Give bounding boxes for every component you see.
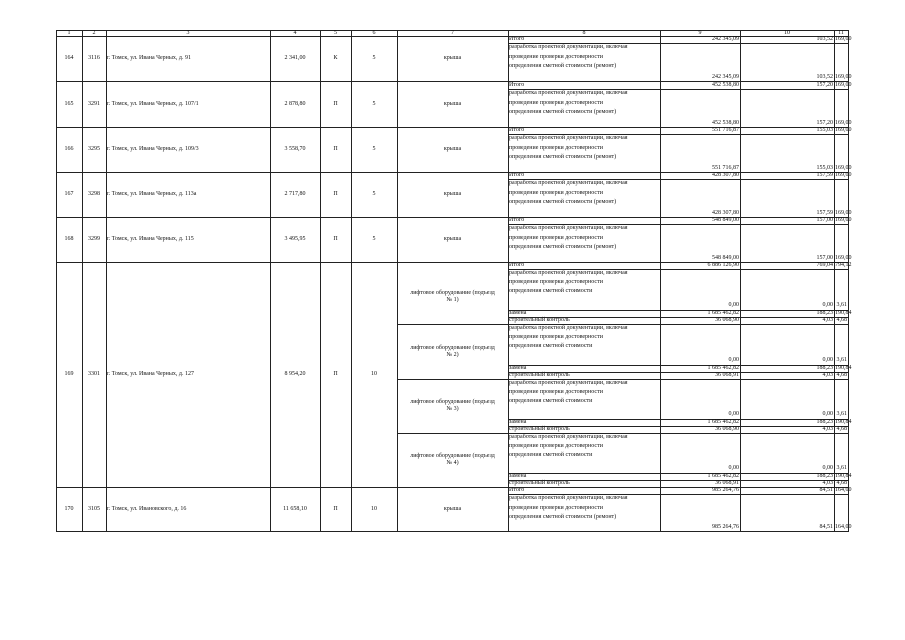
work-type-text: проведение проверки достоверности: [509, 443, 603, 449]
replace-value: 190,84: [835, 364, 852, 371]
control-value: 4,03: [822, 316, 833, 323]
design-value: 169,00: [835, 164, 852, 171]
total-label: Итого: [509, 81, 525, 88]
control-value: 36 068,90: [715, 425, 739, 432]
replace-value: 190,84: [835, 309, 852, 316]
column-border: [82, 30, 83, 532]
total-value: 452 538,80: [712, 81, 739, 88]
column-border: [397, 30, 398, 532]
total-value: 548 849,00: [712, 216, 739, 223]
replace-value: 188,23: [816, 364, 833, 371]
total-label: Итого: [509, 261, 525, 268]
column-border: [834, 30, 835, 532]
replace-value: 190,84: [835, 418, 852, 425]
control-value: 4,68: [836, 371, 847, 378]
column-border: [320, 30, 321, 532]
design-value: 0,00: [822, 465, 833, 471]
replace-value: 188,23: [816, 309, 833, 316]
column-header: 2: [92, 29, 96, 36]
lift-element-name: № 3): [446, 406, 459, 412]
design-value: 0,00: [728, 411, 739, 417]
total-value: 985 264,76: [712, 486, 739, 493]
total-value: 769,04: [816, 261, 833, 268]
design-value: 551 716,87: [712, 164, 739, 171]
work-type-text: определения сметной стоимости: [509, 343, 593, 349]
column-border: [508, 30, 509, 532]
work-type-text: разработка проектной документации, включая: [509, 495, 628, 501]
control-value: 36 068,91: [715, 479, 739, 486]
work-type-text: проведение проверки достоверности: [509, 99, 603, 106]
column-header: 8: [582, 29, 586, 36]
wall-material-cell: К: [333, 55, 338, 61]
work-type-text: разработка проектной документации, включая: [509, 90, 628, 96]
design-value: 3,61: [836, 357, 847, 363]
total-value: 155,03: [816, 126, 833, 133]
design-value: 157,00: [816, 254, 833, 261]
design-value: 0,00: [728, 302, 739, 308]
total-value: 551 716,87: [712, 126, 739, 133]
address-cell: г. Томск, ул. Ивана Черных, д. 113а: [107, 191, 197, 197]
row-number: 167: [64, 191, 74, 197]
column-header: 5: [334, 29, 337, 36]
design-value: 242 345,09: [712, 73, 739, 80]
floors-cell: 5: [372, 55, 376, 61]
design-value: 985 264,76: [712, 523, 739, 530]
area-cell: 2 717,80: [284, 191, 306, 197]
house-code: 3105: [88, 505, 100, 512]
work-type-text: строительный контроль: [509, 371, 570, 378]
work-type-text: определения сметной стоимости (ремонт): [509, 199, 617, 205]
floors-cell: 10: [371, 505, 377, 512]
control-value: 36 068,90: [715, 316, 739, 323]
work-type-text: замена: [509, 309, 527, 316]
column-border: [848, 30, 849, 532]
work-type-text: проведение проверки достоверности: [509, 234, 603, 241]
work-type-text: определения сметной стоимости: [509, 288, 593, 294]
work-type-text: проведение проверки достоверности: [509, 504, 603, 511]
house-code: 3295: [88, 146, 100, 152]
wall-material-cell: П: [333, 101, 338, 107]
work-type-text: проведение проверки достоверности: [509, 279, 603, 285]
column-border: [660, 30, 661, 532]
control-value: 4,68: [836, 425, 847, 432]
work-type-text: определения сметной стоимости (ремонт): [509, 244, 617, 250]
area-cell: 3 495,95: [284, 236, 306, 242]
row-number: 164: [64, 55, 74, 61]
lift-element-name: лифтовое оборудование (подъезд: [410, 344, 495, 351]
column-border: [270, 30, 271, 532]
total-label: Итого: [509, 486, 525, 493]
lift-element-name: № 1): [446, 296, 459, 303]
work-type-text: определения сметной стоимости: [509, 452, 593, 458]
column-header: 7: [451, 29, 454, 36]
address-cell: г. Томск, ул. Ивана Черных, д. 115: [107, 236, 194, 242]
work-type-text: замена: [509, 418, 527, 425]
replace-value: 190,84: [835, 472, 852, 479]
total-label: Итого: [509, 171, 525, 178]
area-cell: 2 878,80: [284, 101, 306, 107]
work-type-text: проведение проверки достоверности: [509, 144, 603, 151]
total-value: 169,00: [835, 126, 852, 133]
lift-element-name: лифтовое оборудование (подъезд: [410, 289, 495, 296]
work-type-text: разработка проектной документации, включая: [509, 135, 628, 141]
lift-element-name: лифтовое оборудование (подъезд: [410, 399, 495, 405]
row-number: 165: [64, 101, 74, 107]
address-cell: г. Томск, ул. Ивана Черных, д. 109/3: [107, 146, 199, 152]
address-cell: г. Томск, ул. Ивана Черных, д. 91: [107, 55, 191, 61]
total-value: 103,52: [816, 35, 833, 42]
control-value: 4,68: [836, 479, 847, 486]
work-type-text: разработка проектной документации, включая: [509, 325, 628, 331]
column-border: [56, 30, 57, 532]
work-type-text: разработка проектной документации, включая: [509, 225, 628, 231]
total-value: 242 345,09: [712, 35, 739, 42]
total-label: Итого: [509, 216, 525, 223]
work-type-text: определения сметной стоимости (ремонт): [509, 154, 617, 160]
total-value: 157,20: [816, 81, 833, 88]
work-type-text: проведение проверки достоверности: [509, 53, 603, 60]
area-cell: 3 558,70: [284, 146, 306, 152]
lift-element-name: лифтовое оборудование (подъезд: [410, 453, 495, 459]
column-header: 1: [67, 29, 71, 36]
design-value: 169,00: [835, 73, 852, 80]
total-value: 169,00: [835, 216, 852, 223]
total-label: Итого: [509, 126, 525, 133]
total-value: 164,00: [835, 486, 852, 493]
design-value: 0,00: [728, 465, 739, 471]
design-value: 169,00: [835, 209, 852, 216]
design-value: 3,61: [836, 465, 847, 471]
control-value: 36 068,91: [715, 371, 739, 378]
design-value: 169,00: [835, 254, 852, 261]
control-value: 4,68: [836, 316, 847, 323]
row-bottom-border: [56, 531, 848, 532]
total-value: 6 886 126,90: [707, 261, 739, 268]
work-type-text: проведение проверки достоверности: [509, 334, 603, 340]
work-type-text: замена: [509, 472, 527, 479]
work-type-text: определения сметной стоимости: [509, 398, 593, 404]
column-header: 3: [186, 29, 190, 36]
row-number: 168: [64, 236, 74, 242]
design-value: 428 307,80: [712, 209, 739, 216]
design-value: 452 538,80: [712, 119, 739, 126]
work-type-text: разработка проектной документации, включая: [509, 434, 628, 440]
total-label: Итого: [509, 35, 525, 42]
design-value: 0,00: [728, 357, 739, 363]
element-cell: крыша: [443, 101, 462, 107]
wall-material-cell: П: [333, 371, 338, 377]
replace-value: 188,23: [816, 472, 833, 479]
design-value: 0,00: [822, 411, 833, 417]
total-value: 169,00: [835, 81, 852, 88]
wall-material-cell: П: [333, 191, 338, 197]
design-value: 84,51: [819, 523, 833, 530]
design-value: 3,61: [836, 411, 847, 417]
wall-material-cell: П: [333, 146, 338, 152]
design-value: 103,52: [816, 73, 833, 80]
lift-element-name: № 2): [446, 351, 459, 358]
work-type-text: определения сметной стоимости (ремонт): [509, 109, 617, 115]
replace-value: 188,23: [816, 418, 833, 425]
column-header: 9: [698, 29, 702, 36]
design-value: 155,03: [816, 164, 833, 171]
work-type-text: проведение проверки достоверности: [509, 189, 603, 196]
total-value: 84,51: [819, 486, 833, 493]
column-header: 4: [293, 29, 297, 36]
house-code: 3298: [88, 191, 100, 197]
wall-material-cell: П: [333, 236, 338, 242]
element-cell: крыша: [443, 191, 462, 197]
column-header: 6: [372, 29, 376, 36]
work-type-text: строительный контроль: [509, 479, 570, 486]
total-value: 169,00: [835, 35, 852, 42]
floors-cell: 5: [372, 236, 376, 242]
control-value: 4,03: [822, 371, 833, 378]
total-value: 169,00: [835, 171, 852, 178]
area-cell: 2 341,00: [284, 55, 306, 61]
replace-value: 1 685 462,82: [707, 418, 739, 425]
work-type-text: разработка проектной документации, включая: [509, 270, 628, 276]
design-value: 157,59: [816, 209, 833, 216]
work-type-text: разработка проектной документации, включая: [509, 380, 628, 386]
work-type-text: разработка проектной документации, включая: [509, 180, 628, 186]
control-value: 4,03: [822, 425, 833, 432]
house-code: 3291: [88, 101, 100, 107]
floors-cell: 10: [371, 371, 377, 377]
column-border: [351, 30, 352, 532]
design-value: 0,00: [822, 357, 833, 363]
house-code: 3299: [88, 236, 100, 242]
total-value: 157,59: [816, 171, 833, 178]
work-type-text: определения сметной стоимости (ремонт): [509, 63, 617, 69]
work-type-text: определения сметной стоимости (ремонт): [509, 514, 617, 520]
control-value: 4,03: [822, 479, 833, 486]
element-cell: крыша: [443, 236, 462, 242]
design-value: 169,00: [835, 119, 852, 126]
element-cell: крыша: [443, 55, 462, 61]
work-type-text: строительный контроль: [509, 425, 570, 432]
work-type-text: разработка проектной документации, включая: [509, 44, 628, 50]
work-type-text: строительный контроль: [509, 316, 570, 323]
floors-cell: 5: [372, 191, 376, 197]
total-value: 794,12: [835, 261, 852, 268]
total-value: 428 307,80: [712, 171, 739, 178]
design-value: 548 849,00: [712, 254, 739, 261]
floors-cell: 5: [372, 146, 376, 152]
wall-material-cell: П: [333, 505, 338, 512]
design-value: 0,00: [822, 302, 833, 308]
column-border: [740, 30, 741, 532]
column-header: 10: [784, 29, 790, 36]
house-code: 3301: [88, 371, 100, 377]
design-value: 157,20: [816, 119, 833, 126]
element-cell: крыша: [443, 146, 462, 152]
replace-value: 1 685 462,82: [707, 364, 739, 371]
lift-element-name: № 4): [446, 460, 459, 466]
row-number: 166: [64, 146, 74, 152]
design-value: 164,00: [835, 523, 852, 530]
column-border: [106, 30, 107, 532]
work-type-text: проведение проверки достоверности: [509, 389, 603, 395]
row-number: 170: [64, 505, 74, 512]
replace-value: 1 685 462,82: [707, 472, 739, 479]
address-cell: г. Томск, ул. Ивановского, д. 16: [107, 505, 187, 512]
design-value: 3,61: [836, 302, 847, 308]
element-cell: крыша: [443, 505, 462, 512]
area-cell: 8 954,20: [284, 371, 306, 377]
house-code: 3116: [88, 55, 100, 61]
address-cell: г. Томск, ул. Ивана Черных, д. 127: [107, 371, 194, 377]
work-type-text: замена: [509, 364, 527, 371]
total-value: 157,00: [816, 216, 833, 223]
replace-value: 1 685 462,82: [707, 309, 739, 316]
column-header: 11: [838, 29, 844, 36]
address-cell: г. Томск, ул. Ивана Черных, д. 107/1: [107, 101, 199, 107]
floors-cell: 5: [372, 101, 376, 107]
row-number: 169: [64, 371, 74, 377]
area-cell: 11 658,10: [283, 505, 307, 512]
